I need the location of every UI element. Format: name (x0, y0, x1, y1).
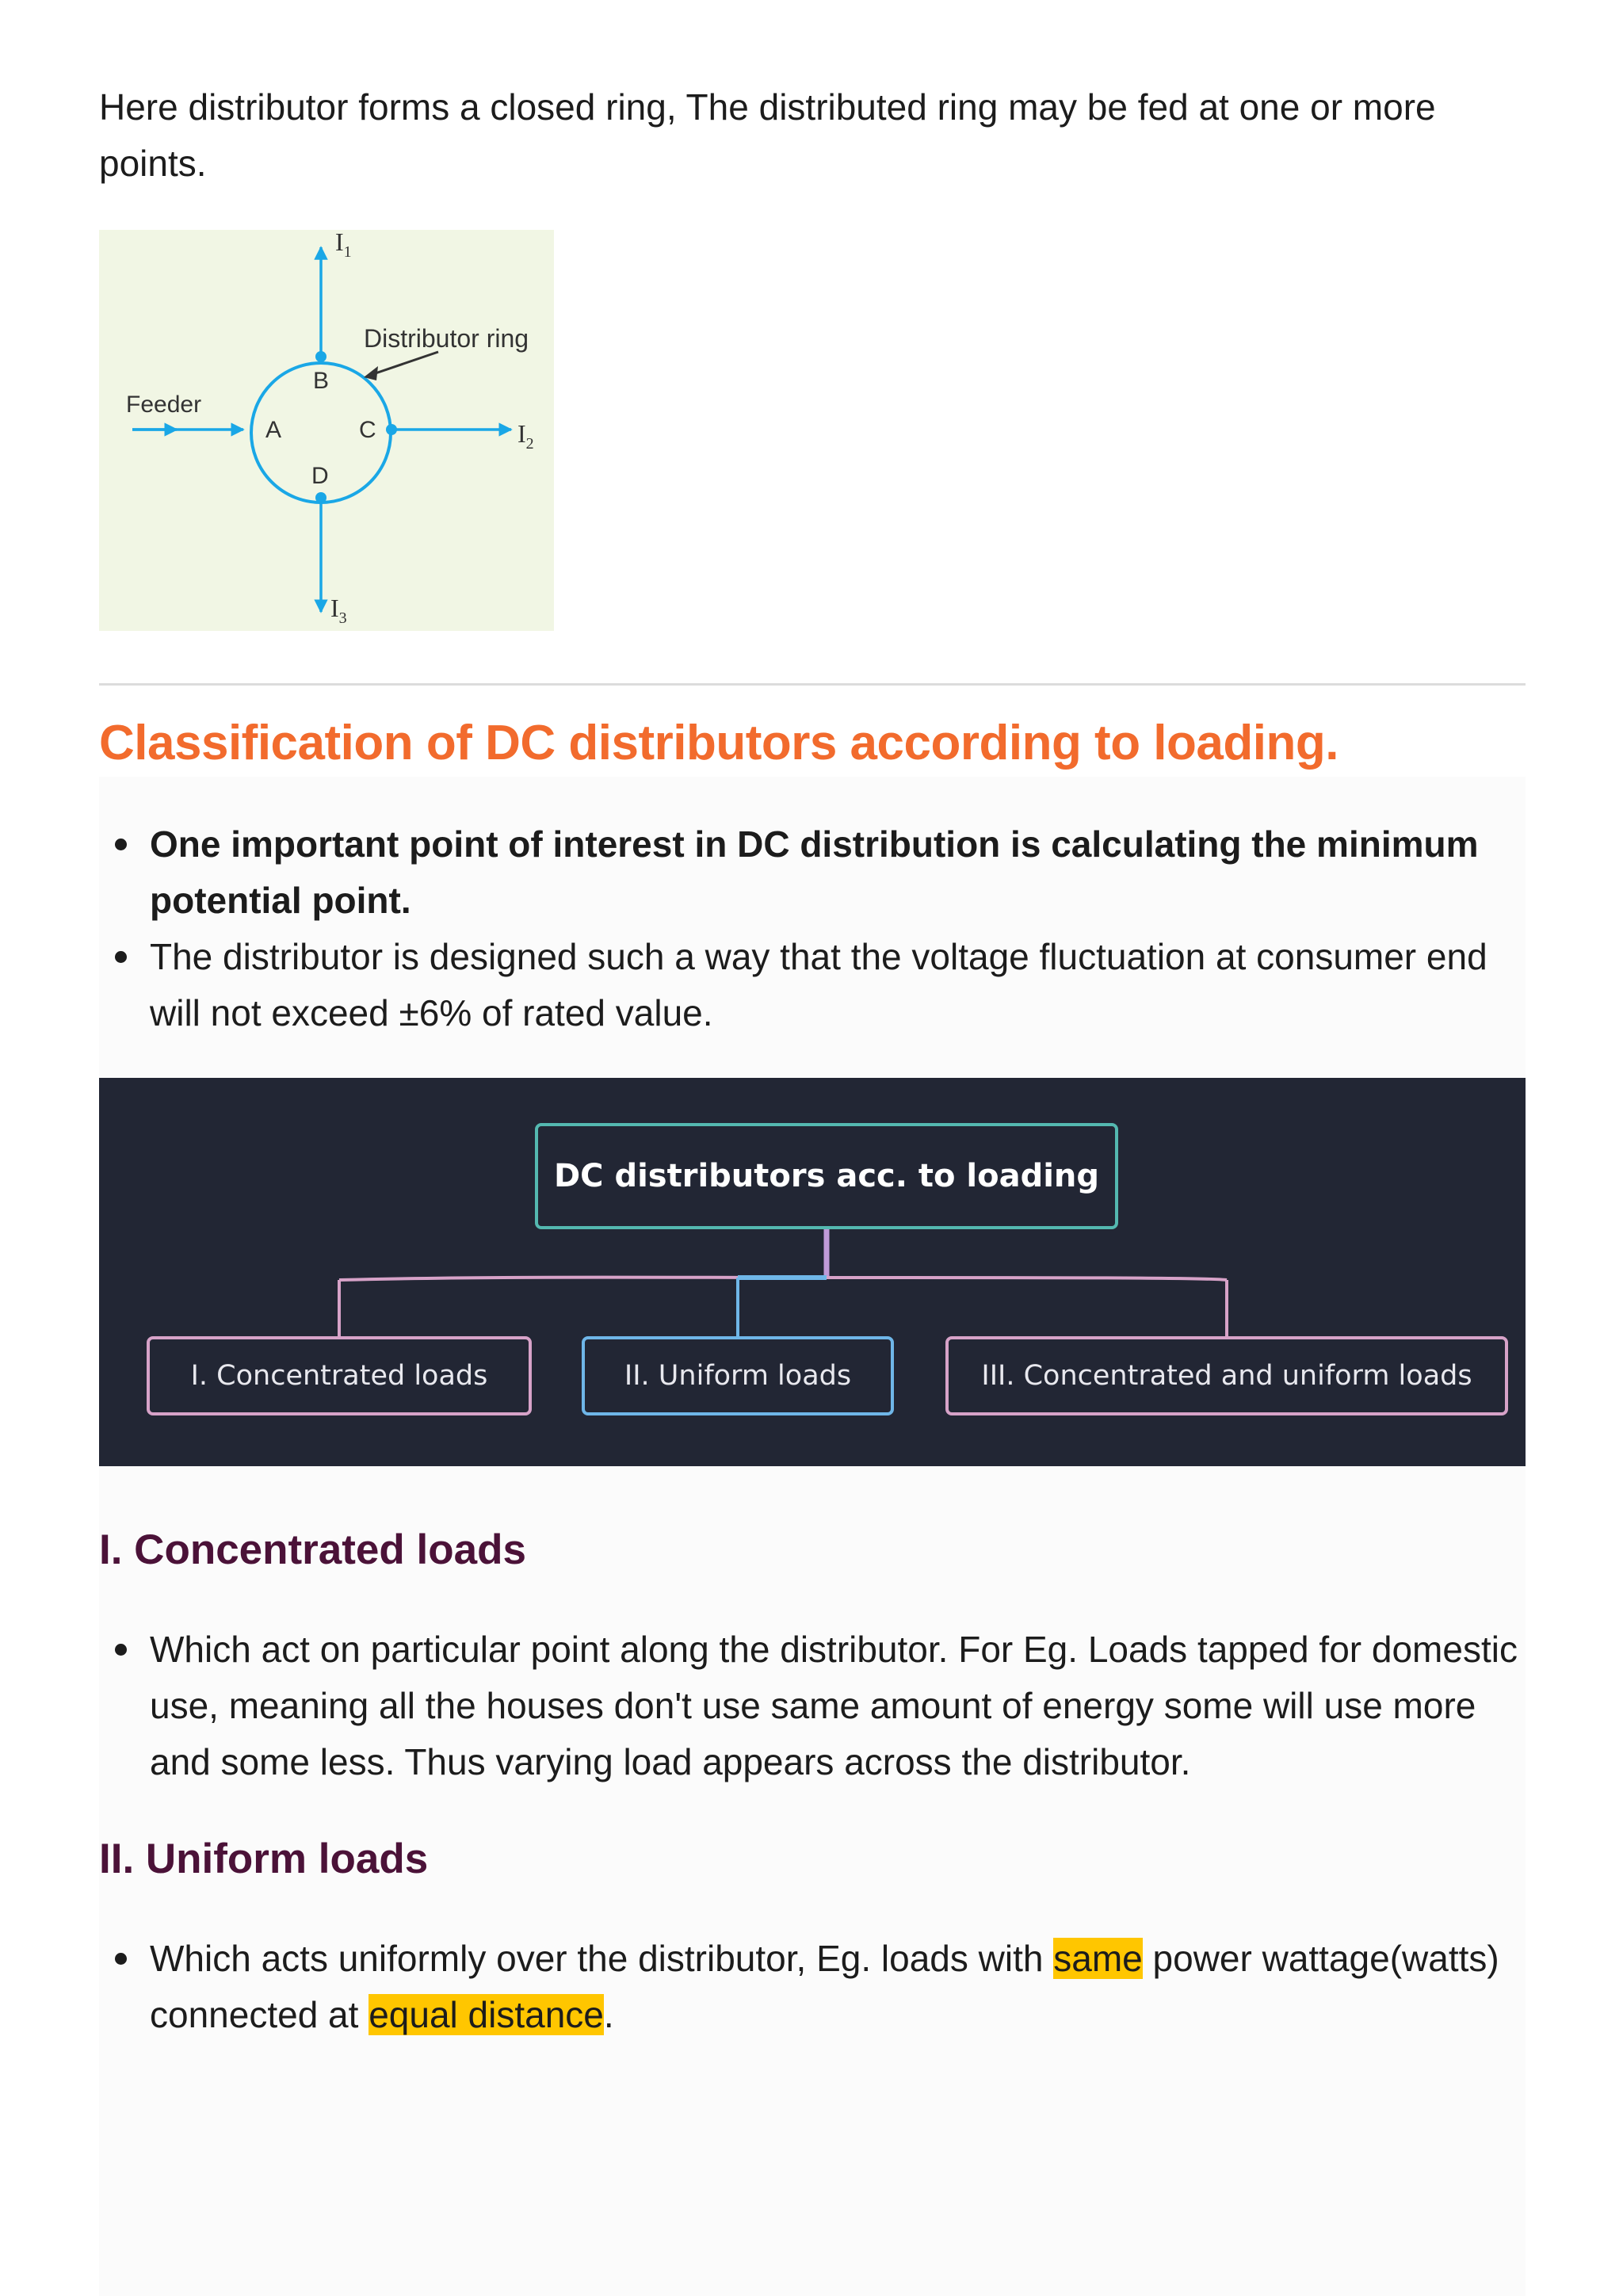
distributor-ring-label: Distributor ring (364, 324, 529, 353)
uniform-text-part: power wattage(watts) connected at (150, 1938, 1499, 2035)
node-b-label: B (313, 368, 330, 394)
intro-paragraph: Here distributor forms a closed ring, The distributed ring may be fed at one or more points. (99, 86, 1436, 184)
highlight-equal-distance: equal distance (369, 1994, 604, 2035)
uniform-bullets (99, 1931, 1526, 2043)
i2-label: $I_2$ (517, 419, 534, 453)
uniform-text-part: . (603, 1994, 614, 2035)
bullet-minimum-potential: One important point of interest in DC distribution is calculating the minimum potential point. (99, 816, 1526, 929)
bullet-uniform-definition (99, 1931, 1526, 2043)
i1-label: $I_1$ (335, 230, 352, 261)
node-c-label: C (359, 417, 376, 443)
mindmap-node-concentrated-and-uniform: III. Concentrated and uniform loads (945, 1336, 1508, 1415)
node-a-label: A (265, 417, 282, 443)
highlight-same: same (1053, 1938, 1143, 1979)
node-d-label: D (311, 463, 329, 489)
mindmap-node-concentrated: I. Concentrated loads (147, 1336, 532, 1415)
ring-distributor-diagram (99, 230, 554, 631)
i3-label: $I_3$ (330, 594, 347, 627)
node-b (315, 351, 327, 362)
section-title: Classification of DC distributors according to loading. (99, 716, 1338, 770)
mindmap-root-node: DC distributors acc. to loading (535, 1123, 1118, 1229)
mindmap-node-uniform: II. Uniform loads (582, 1336, 894, 1415)
uniform-text-part: Which acts uniformly over the distributor, Eg. loads with (150, 1938, 1054, 1979)
node-c (386, 424, 397, 435)
uniform-loads-heading: II. Uniform loads (99, 1836, 429, 1882)
section-bullets (99, 816, 1526, 1041)
bullet-voltage-fluctuation: The distributor is designed such a way that the voltage fluctuation at consumer end will not exceed ±6% of rated value. (99, 929, 1526, 1041)
feeder-label: Feeder (126, 392, 202, 418)
mindmap-figure (99, 1078, 1526, 1466)
node-d (315, 492, 327, 503)
bullet-concentrated-definition: Which act on particular point along the distributor. For Eg. Loads tapped for domestic use, meaning all the houses don't use same amount of energy some will use more and some less. Thus varying load appears across the distributor. (99, 1622, 1526, 1790)
concentrated-bullets (99, 1622, 1526, 1790)
concentrated-loads-heading: I. Concentrated loads (99, 1526, 526, 1573)
section-divider (99, 683, 1526, 686)
ring-pointer (369, 352, 438, 376)
